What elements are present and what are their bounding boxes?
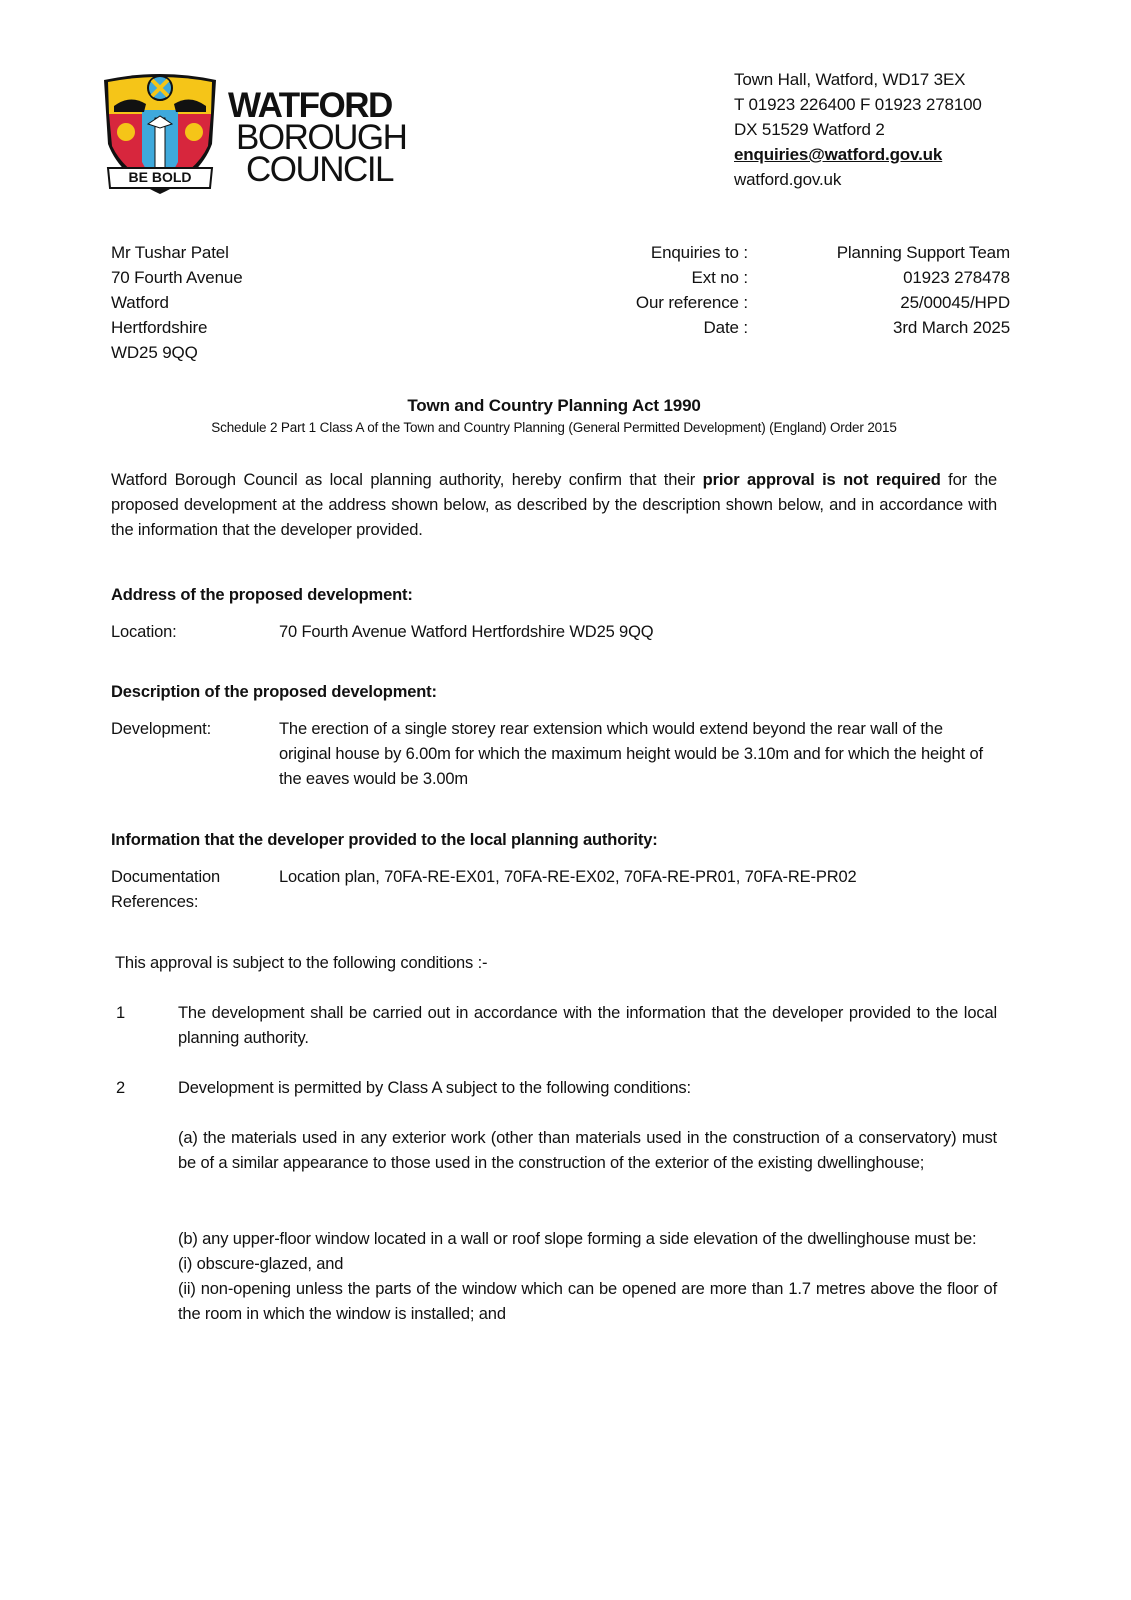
condition-number: 2 — [116, 1079, 126, 1097]
recipient-line: Watford — [111, 293, 169, 312]
intro-paragraph — [111, 468, 997, 543]
condition-text: The development shall be carried out in accordance with the information that the developer provided to the local planning authority. — [178, 1004, 997, 1047]
condition-2b-text: (b) any upper-floor window located in a wall or roof slope forming a side elevation of the dwellinghouse must be: — [178, 1230, 977, 1248]
ref-label: Our reference : — [635, 293, 748, 312]
conditions-intro: This approval is subject to the following conditions :- — [115, 954, 488, 972]
council-crest-logo — [100, 66, 220, 198]
ref-value: 25/00045/HPD — [900, 293, 1010, 312]
ref-label: Enquiries to : — [650, 243, 748, 262]
condition-2b — [178, 1227, 997, 1327]
ref-value: 3rd March 2025 — [893, 318, 1010, 337]
contact-address: Town Hall, Watford, WD17 3EX — [734, 70, 966, 89]
logo-line-1: WATFORD — [228, 86, 392, 125]
condition-number: 1 — [116, 1004, 126, 1022]
document-subtitle: Schedule 2 Part 1 Class A of the Town and Country Planning (General Permitted Development) (England) Order 2015 — [211, 420, 897, 435]
contact-dx: DX 51529 Watford 2 — [734, 120, 885, 139]
website-link[interactable]: watford.gov.uk — [734, 170, 842, 189]
documentation-value: Location plan, 70FA-RE-EX01, 70FA-RE-EX02, 70FA-RE-PR01, 70FA-RE-PR02 — [279, 868, 857, 886]
development-label: Development: — [111, 720, 212, 738]
contact-phone: T 01923 226400 F 01923 278100 — [734, 95, 982, 114]
intro-text-cont: for the proposed development at the address shown below, as described by the description shown below, and in accordance with the information that the developer provided. — [111, 471, 997, 539]
ref-label: Date : — [703, 318, 748, 337]
reference-values — [780, 240, 1010, 340]
condition-2b-ii: (ii) non-opening unless the parts of the window which can be opened are more than 1.7 metres above the floor of the room in which the window is installed; and — [178, 1280, 997, 1323]
description-heading: Description of the proposed development: — [111, 683, 437, 701]
reference-labels — [560, 240, 748, 340]
address-heading: Address of the proposed development: — [111, 586, 413, 604]
ref-value: 01923 278478 — [903, 268, 1010, 287]
recipient-line: Mr Tushar Patel — [111, 243, 229, 262]
recipient-line: Hertfordshire — [111, 318, 208, 337]
condition-2a: (a) the materials used in any exterior work (other than materials used in the construction of a conservatory) must be of a similar appearance to those used in the construction of the exterior of the existing dwellinghouse; — [178, 1129, 997, 1172]
recipient-address — [111, 240, 243, 365]
intro-bold: prior approval is not required — [702, 471, 941, 489]
documentation-label: Documentation References: — [111, 868, 221, 911]
location-value: 70 Fourth Avenue Watford Hertfordshire WD25 9QQ — [279, 623, 654, 641]
logo-line-3: COUNCIL — [246, 150, 394, 189]
logo-motto: BE BOLD — [128, 169, 192, 185]
logo-line-2: BOROUGH — [236, 118, 407, 157]
ref-label: Ext no : — [691, 268, 748, 287]
email-link[interactable]: enquiries@watford.gov.uk — [734, 145, 943, 164]
council-name-logo — [228, 86, 407, 189]
document-title: Town and Country Planning Act 1990 — [407, 396, 701, 415]
recipient-line: 70 Fourth Avenue — [111, 268, 243, 287]
recipient-line: WD25 9QQ — [111, 343, 198, 362]
intro-text: Watford Borough Council as local planning authority, hereby confirm that their — [111, 471, 703, 489]
location-label: Location: — [111, 623, 177, 641]
condition-2b-i: (i) obscure-glazed, and — [178, 1255, 344, 1273]
council-contact — [734, 67, 982, 192]
info-heading: Information that the developer provided to the local planning authority: — [111, 831, 658, 849]
ref-value: Planning Support Team — [836, 243, 1010, 262]
development-value: The erection of a single storey rear extension which would extend beyond the rear wall of the original house by 6.00m for which the maximum height would be 3.10m and for which the height of the eaves would be 3.00m — [279, 720, 983, 788]
condition-text: Development is permitted by Class A subject to the following conditions: — [178, 1079, 691, 1097]
